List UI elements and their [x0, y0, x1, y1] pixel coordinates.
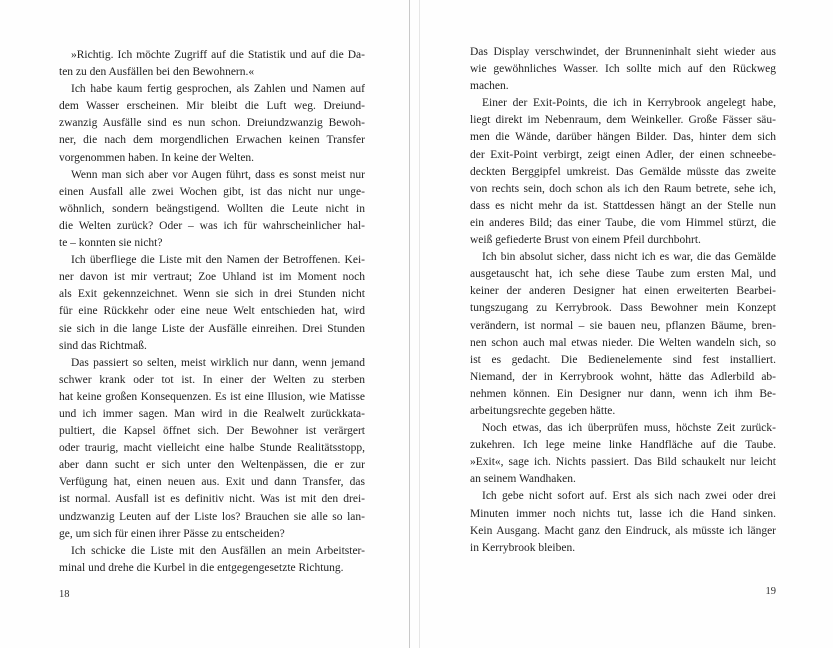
text-line: in Kerrybrook bleiben. — [470, 541, 576, 554]
text-line: hat keine großen Konsequenzen. Es ist eine Illusion, wie Matisse — [59, 390, 365, 403]
text-line: ner davon ist mir vertraut; Zoe Uhland ist im Moment noch — [59, 271, 365, 284]
page-gutter-line — [409, 0, 410, 648]
page-right-text — [470, 44, 776, 557]
text-line: men die Wände, darüber hängen Bilder. Das, hinter dem sich — [470, 131, 776, 144]
text-line: aber dann sucht er sich unter den Weltenpässen, die er zur — [59, 459, 365, 472]
text-line: Ich überfliege die Liste mit den Namen der Betroffenen. Kei- — [71, 254, 365, 267]
text-line: Verfügung hat, einen neuen aus. Exit und dann Transfer, das — [59, 476, 365, 489]
text-line: keiner der anderen Designer hat einen erweiterten Bearbei- — [470, 285, 776, 298]
text-line: vorgenommen haben. In keine der Welten. — [59, 151, 255, 164]
text-line: Das Display verschwindet, der Brunneninhalt sieht wieder aus — [470, 46, 776, 58]
page-number-left: 18 — [59, 589, 70, 600]
text-line: liegt direkt im Nebenraum, dem Weinkeller. Große Fässer säu- — [470, 114, 776, 127]
text-line: minal und drehe die Kurbel in die entgegengesetzte Richtung. — [59, 561, 344, 574]
text-line: Noch etwas, das ich überprüfen muss, höchste Zeit zurück- — [482, 422, 776, 435]
text-line: nehmen können. Ein Designer nur dann, wenn ich ihm Be- — [470, 387, 776, 400]
text-line: zwanzig Ausfälle sind es nun schon. Dreiundzwanzig Bewoh- — [59, 117, 365, 130]
page-gutter-line — [419, 0, 420, 648]
text-line: ge, um sich für einen ihrer Pässe zu entscheiden? — [59, 527, 285, 540]
text-line: machen. — [470, 80, 509, 93]
text-line: undzwanzig Leuten auf der Liste los? Brauchen sie alle so lan- — [59, 510, 365, 523]
page-number-right: 19 — [765, 586, 776, 597]
text-line: ist es gedacht. Die Bedienelemente sind fest installiert. — [470, 353, 776, 366]
text-line: zukehren. Ich lege meine linke Handfläche auf die Taube. — [470, 439, 776, 452]
text-line: von rechts sein, doch schon als ich den Raum betrete, sehe ich, — [470, 182, 776, 195]
text-line: und ich immer sagen. Man wird in die Realwelt zurückkata- — [59, 407, 365, 420]
text-line: einen Ausfall alle zwei Wochen gibt, ist das nicht nur unge- — [59, 185, 365, 198]
text-line: Das passiert so selten, meist wirklich nur dann, wenn jemand — [71, 356, 365, 369]
text-line: sind das Richtmaß. — [59, 339, 147, 352]
text-line: Kein Ausgang. Macht ganz den Eindruck, als müsste ich länger — [470, 524, 776, 537]
text-line: deckten Berggipfel umkreist. Das Gemälde müsste das zweite — [470, 165, 776, 178]
text-line: für eine Rückkehr oder eine neue Welt entschieden hat, wird — [59, 305, 365, 318]
text-line: verändern, ist normal – sie bauen neu, pflanzen Bäume, bren- — [470, 319, 776, 332]
text-line: ner, die nach dem morgendlichen Erwachen keinen Transfer — [59, 134, 365, 147]
text-line: dem Wasser erscheinen. Mir bleibt die Luft weg. Dreiund- — [59, 100, 365, 113]
text-line: ist normal. Ausfall ist es definitiv nicht. Was ist mit den drei- — [59, 493, 365, 506]
text-line: ten zu den Ausfällen bei den Bewohnern.« — [59, 66, 255, 79]
text-line: »Exit«, sage ich. Nichts passiert. Das Bild schaukelt nur leicht — [470, 456, 776, 469]
text-line: der Exit-Point verbirgt, zeigt einen Adler, der einen schneebe- — [470, 148, 776, 161]
text-line: schwer krank oder tot ist. In einer der Welten zu sterben — [59, 373, 365, 386]
text-line: dass es nicht mehr da ist. Stattdessen hängt an der Stelle nun — [470, 199, 776, 212]
text-line: wie gewöhnliches Wasser. Ich sollte mich auf den Rückweg — [470, 63, 776, 76]
text-line: ein anderes Bild; das einer Taube, die vom Himmel stürzt, die — [470, 216, 776, 229]
text-line: weiß gefiederte Brust von einem Pfeil durchbohrt. — [470, 234, 701, 247]
text-line: Ich gebe nicht sofort auf. Erst als sich nach zwei oder drei — [482, 490, 776, 503]
text-line: arbeitungsrechte gegeben hätte. — [470, 404, 616, 417]
text-line: Ich bin absolut sicher, dass nicht ich es war, die das Gemälde — [482, 251, 776, 264]
text-line: die Welten zurück? Oder – was ich für wahrscheinlicher hal- — [59, 219, 365, 232]
text-line: sie sich in die lange Liste der Ausfälle einreihen. Drei Stunden — [59, 322, 365, 335]
text-line: ausgetauscht hat, ich sehe diese Taube zum ersten Mal, und — [470, 268, 776, 281]
text-line: Einer der Exit-Points, die ich in Kerrybrook angelegt habe, — [482, 97, 776, 110]
text-line: te – konnten sie nicht? — [59, 237, 163, 250]
page-left-text — [59, 47, 365, 577]
text-line: Ich habe kaum fertig gesprochen, als Zahlen und Namen auf — [71, 83, 365, 96]
text-line: pultiert, die Kapsel öffnet sich. Der Bewohner ist verärgert — [59, 425, 365, 438]
text-line: tungszugang zu Kerrybrook. Dass Bewohner mein Konzept — [470, 302, 776, 315]
text-line: Ich schicke die Liste mit den Ausfällen an mein Arbeitster- — [71, 544, 365, 557]
text-line: an seinem Wandhaken. — [470, 473, 576, 486]
text-line: »Richtig. Ich möchte Zugriff auf die Statistik und auf die Da- — [71, 49, 365, 61]
text-line: nen schon auch mal etwas nieder. Die Welten wandeln sich, so — [470, 336, 776, 349]
text-line: Wenn man sich aber vor Augen führt, dass es sonst meist nur — [71, 168, 365, 181]
text-line: Niemand, der in Kerrybrook wohnt, hätte das Adlerbild ab- — [470, 370, 776, 383]
text-line: wöhnlich, sondern beängstigend. Wollten die Leute nicht in — [59, 202, 365, 215]
text-line: als Exit gekennzeichnet. Wenn sie sich in drei Stunden nicht — [59, 288, 365, 301]
text-line: oder traurig, macht vielleicht eine halbe Stunde Realitätsstopp, — [59, 442, 365, 455]
text-line: Minuten immer noch nichts tut, lasse ich die Hand sinken. — [470, 507, 776, 520]
